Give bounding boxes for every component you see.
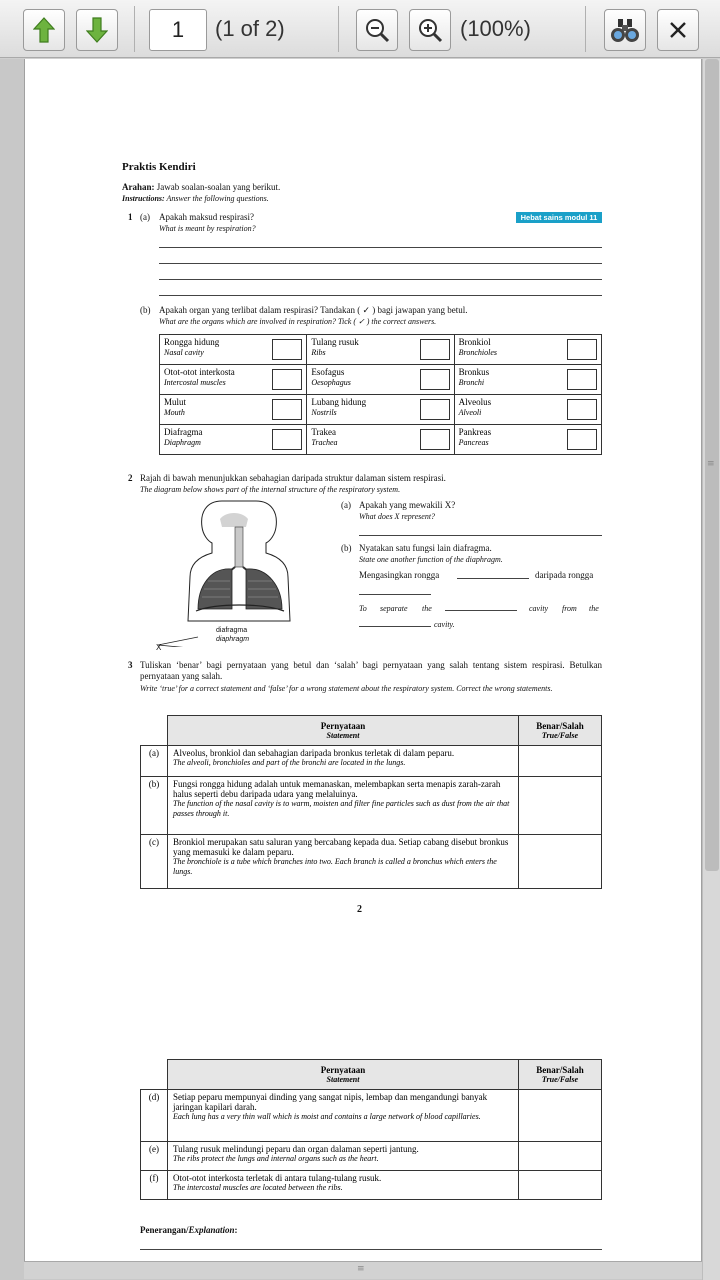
toolbar-separator: [338, 6, 339, 52]
tick-box[interactable]: [272, 429, 302, 450]
vertical-scrollbar[interactable]: [702, 59, 720, 1280]
organ-cell: Lubang hidung Nostrils: [307, 395, 454, 425]
tick-box[interactable]: [420, 369, 450, 390]
statement-label: (d): [141, 1090, 168, 1142]
fill-text-ms: Mengasingkan rongga: [359, 570, 440, 580]
statement-cell: Alveolus, bronkiol dan sebahagian daripada bronkus terletak di dalam peparu. The alveoli, bronchioles and part of the bronchi are located in the lungs.: [168, 746, 519, 777]
tick-box[interactable]: [567, 399, 597, 420]
tick-box[interactable]: [420, 429, 450, 450]
document-page: [24, 59, 702, 1261]
true-false-header: Benar/Salah True/False: [519, 716, 602, 746]
organ-cell: Tulang rusuk Ribs: [307, 335, 454, 365]
fill-text-en: from: [562, 604, 577, 613]
statement-header: Pernyataan Statement: [168, 716, 519, 746]
answer-line: [457, 578, 529, 579]
q2b-text-en: State one another function of the diaphragm.: [359, 555, 503, 564]
answer-line: [159, 247, 602, 248]
q1a-text-en: What is meant by respiration?: [159, 224, 256, 233]
page-count-label: (1 of 2): [215, 16, 285, 41]
statement-label: (f): [141, 1171, 168, 1200]
question-number: 3: [128, 660, 133, 670]
statements-table-2: [140, 1059, 602, 1200]
fill-text-en: the: [422, 604, 432, 613]
answer-line: [159, 295, 602, 296]
statements-table-1: [140, 715, 602, 889]
instructions-label: Instructions:: [122, 194, 165, 203]
fill-text-ms: daripada rongga: [535, 570, 594, 580]
statement-cell: Setiap peparu mempunyai dinding yang sangat nipis, lembap dan mengandungi banyak jaringan kapilari darah. Each lung has a very thin wall which is moist and contains a large network of blood capillaries.: [168, 1090, 519, 1142]
toolbar-separator: [134, 6, 135, 52]
tick-box[interactable]: [272, 399, 302, 420]
statement-label: (b): [141, 777, 168, 835]
instructions-en: [122, 193, 269, 204]
organ-cell: Alveolus Alveoli: [454, 395, 601, 425]
organ-cell: Mulut Mouth: [160, 395, 307, 425]
statement-label: (a): [141, 746, 168, 777]
tick-box[interactable]: [272, 369, 302, 390]
answer-cell[interactable]: [519, 777, 602, 835]
answer-cell[interactable]: [519, 746, 602, 777]
find-button[interactable]: [604, 9, 646, 51]
organ-cell: Diafragma Diaphragm: [160, 425, 307, 455]
label-x: X: [156, 643, 162, 652]
organ-cell: Bronkus Bronchi: [454, 365, 601, 395]
tick-box[interactable]: [567, 429, 597, 450]
instructions-ms: [122, 182, 280, 193]
fill-text-en: To: [359, 604, 367, 613]
q1b-text-en: What are the organs which are involved in respiration? Tick ( ✓ ) the correct answers.: [159, 317, 437, 326]
tick-box[interactable]: [567, 369, 597, 390]
zoom-level-label: (100%): [460, 16, 531, 41]
statement-label: (c): [141, 835, 168, 889]
horizontal-scrollbar[interactable]: [24, 1261, 702, 1279]
fill-text-en: cavity.: [434, 620, 455, 629]
label-diaphragm-en: diaphragm: [216, 636, 250, 643]
organ-checklist-table: [159, 334, 602, 455]
answer-line: [359, 626, 431, 627]
organ-cell: Bronkiol Bronchioles: [454, 335, 601, 365]
question-number: 1: [128, 212, 133, 222]
question-part-label: (b): [140, 305, 151, 315]
scroll-grip-icon: ≡: [357, 1264, 365, 1274]
tick-box[interactable]: [420, 399, 450, 420]
q2a-text-en: What does X represent?: [359, 512, 436, 521]
arrow-down-icon: [86, 17, 108, 43]
module-badge: Hebat sains modul 11: [516, 212, 602, 223]
explanation-label: Penerangan/Explanation:: [140, 1225, 238, 1235]
toolbar-separator: [585, 6, 586, 52]
true-false-header: Benar/Salah True/False: [519, 1060, 602, 1090]
question-number: 2: [128, 473, 133, 483]
tick-box[interactable]: [420, 339, 450, 360]
zoom-in-icon: [417, 17, 443, 43]
answer-cell[interactable]: [519, 1142, 602, 1171]
fill-text-en: the: [589, 604, 599, 613]
tick-box[interactable]: [272, 339, 302, 360]
answer-line: [140, 1249, 602, 1250]
empty-header-cell: [141, 1060, 168, 1090]
answer-line: [359, 594, 431, 595]
instructions-text: Answer the following questions.: [164, 194, 269, 203]
close-button[interactable]: [657, 9, 699, 51]
organ-cell: Trakea Trachea: [307, 425, 454, 455]
section-heading: Praktis Kendiri: [122, 161, 196, 173]
answer-line: [445, 610, 517, 611]
answer-line: [159, 279, 602, 280]
organ-cell: Rongga hidung Nasal cavity: [160, 335, 307, 365]
zoom-in-button[interactable]: [409, 9, 451, 51]
answer-cell[interactable]: [519, 835, 602, 889]
statement-cell: Fungsi rongga hidung adalah untuk memanaskan, melembapkan serta menapis zarah-zarah halus seperti debu daripada udara yang melaluinya. The function of the nasal cavity is to warm, moisten and filter fine particles such as dust from the air that passes through it.: [168, 777, 519, 835]
question-part-label: (a): [140, 212, 150, 222]
arahan-text: Jawab soalan-soalan yang berikut.: [154, 182, 281, 192]
statement-label: (e): [141, 1142, 168, 1171]
tick-box[interactable]: [567, 339, 597, 360]
q3-text-en: Write ‘true’ for a correct statement and ‘false’ for a wrong statement about the respiratory system. Correct the wrong statements.: [140, 684, 553, 693]
label-diaphragm-ms: diafragma: [216, 627, 248, 634]
arrow-up-icon: [33, 17, 55, 43]
q2a-text-ms: Apakah yang mewakili X?: [359, 500, 456, 510]
q2b-text-ms: Nyatakan satu fungsi lain diafragma.: [359, 543, 492, 553]
answer-line: [159, 263, 602, 264]
q2-text-ms: Rajah di bawah menunjukkan sebahagian daripada struktur dalaman sistem respirasi.: [140, 473, 446, 483]
arahan-label: Arahan:: [122, 182, 155, 192]
page-number: 2: [357, 904, 362, 915]
organ-cell: Pankreas Pancreas: [454, 425, 601, 455]
fill-text-en: separate: [380, 604, 408, 613]
question-part-label: (a): [341, 500, 351, 510]
q1b-text-ms: Apakah organ yang terlibat dalam respirasi? Tandakan ( ✓ ) bagi jawapan yang betul.: [159, 305, 468, 315]
zoom-out-button[interactable]: [356, 9, 398, 51]
statement-header: Pernyataan Statement: [168, 1060, 519, 1090]
answer-cell[interactable]: [519, 1171, 602, 1200]
statement-cell: Tulang rusuk melindungi peparu dan organ dalaman seperti jantung. The ribs protect the lungs and internal organs such as the heart.: [168, 1142, 519, 1171]
binoculars-icon: [609, 16, 641, 44]
empty-header-cell: [141, 716, 168, 746]
scroll-grip-icon: ≡: [707, 459, 715, 469]
q2-text-en: The diagram below shows part of the internal structure of the respiratory system.: [140, 485, 401, 494]
toolbar: [0, 0, 720, 58]
organ-cell: Otot-otot interkosta Intercostal muscles: [160, 365, 307, 395]
previous-page-button[interactable]: [23, 9, 65, 51]
document-viewer[interactable]: [0, 59, 720, 1280]
organ-cell: Esofagus Oesophagus: [307, 365, 454, 395]
statement-cell: Bronkiol merupakan satu saluran yang bercabang kepada dua. Setiap cabang disebut bronkus yang memasuki ke dalam peparu. The bronchiole is a tube which branches into two. Each branch is called a bronchus which enters the lungs.: [168, 835, 519, 889]
q1a-text-ms: Apakah maksud respirasi?: [159, 212, 254, 222]
close-icon: [668, 20, 688, 40]
q3-text-ms: Tuliskan ‘benar’ bagi pernyataan yang betul dan ‘salah’ bagi pernyataan yang salah tentang sistem respirasi. Betulkan pernyataan yang salah.: [140, 660, 602, 681]
answer-cell[interactable]: [519, 1090, 602, 1142]
page-number-input[interactable]: 1: [149, 9, 207, 51]
fill-text-en: cavity: [529, 604, 549, 613]
statement-cell: Otot-otot interkosta terletak di antara tulang-tulang rusuk. The intercostal muscles are located between the ribs.: [168, 1171, 519, 1200]
question-part-label: (b): [341, 543, 352, 553]
answer-line: [359, 535, 602, 536]
zoom-out-icon: [364, 17, 390, 43]
next-page-button[interactable]: [76, 9, 118, 51]
